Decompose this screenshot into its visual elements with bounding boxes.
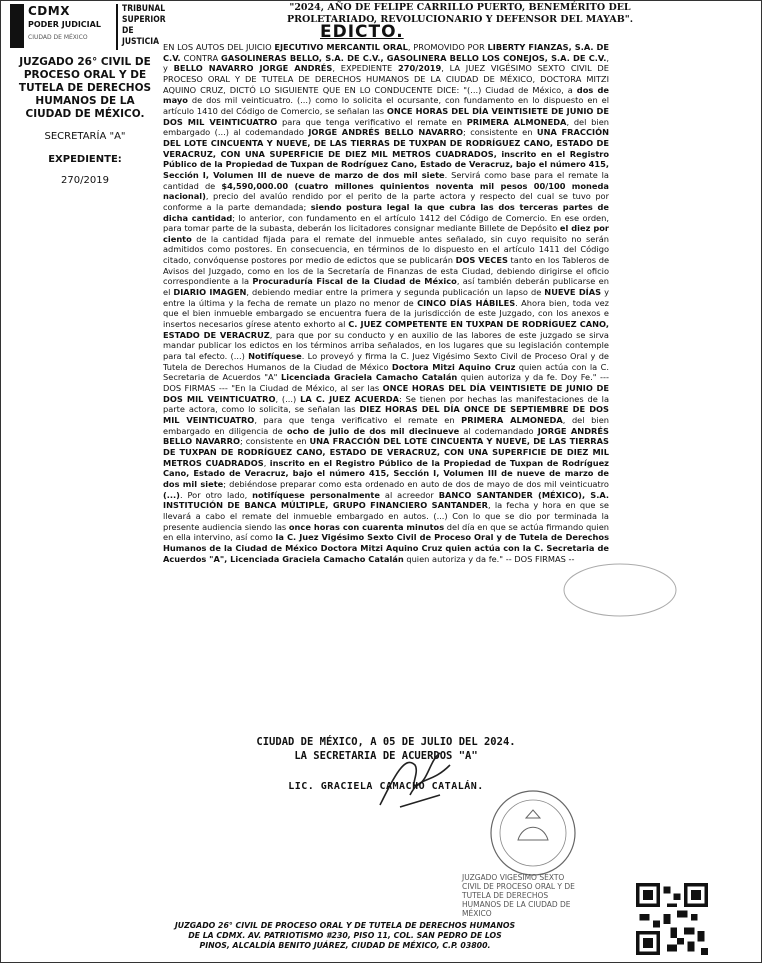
bold-text-run: JORGE ANDRÉS BELLO NAVARRO — [163, 425, 609, 447]
bold-text-run: BANCO SANTANDER (MÉXICO), S.A. INSTITUCIÓN DE BANCA MÚLTIPLE, GRUPO FINANCIERO SANTANDER — [163, 489, 609, 511]
bold-text-run: ocho de julio de dos mil diecinueve — [286, 425, 460, 436]
text-run: , debiendo mediar entre la primera y segunda publicación un lapso de — [246, 287, 545, 298]
text-run: , (...) — [275, 393, 301, 404]
logo-subtitle: PODER JUDICIAL — [28, 20, 101, 29]
bold-text-run: ONCE HORAS DEL DÍA VEINTISIETE DE JUNIO DE DOS MIL VEINTICUATRO — [163, 383, 609, 404]
bold-text-run: UNA FRACCIÓN DEL LOTE CINCUENTA Y NUEVE, DE LAS TIERRAS DE TUXPAN DE RODRÍGUEZ CANO, ESTADO DE VERACRUZ, CON UNA SUPERFICIE DE DIEZ MIL METROS CUADRADOS, inscrito en el Registro Público de la Propiedad de Tuxpan de Rodríguez Cano, Estado de Veracruz, bajo el número 415, Sección I, Volumen III de nueve de marzo de dos mil siete — [163, 127, 609, 180]
footer-address — [120, 921, 570, 951]
bold-text-run: siendo postura legal la que cubra las dos terceras partes de dicha cantidad — [163, 201, 609, 223]
document-title: EDICTO. — [320, 22, 404, 42]
text-run: ; consistente en — [463, 127, 537, 138]
text-run: , EXPEDIENTE — [332, 63, 398, 74]
text-run: para que tenga verificativo el remate en — [277, 116, 467, 127]
bold-text-run: 270/2019 — [398, 63, 442, 74]
bold-text-run: $4,590,000.00 (cuatro millones quinientos noventa mil pesos 00/100 moneda nacional) — [163, 180, 609, 202]
footer-line-2: DE LA CDMX. AV. PATRIOTISMO #230, PISO 11, COL. SAN PEDRO DE LOS — [188, 931, 502, 940]
seal-text: JUZGADO VIGESIMO SEXTO CIVIL DE PROCESO ORAL Y DE TUTELA DE DERECHOS HUMANOS DE LA CIUDAD DE MÉXICO — [462, 873, 575, 918]
bold-text-run: PRIMERA ALMONEDA — [466, 116, 567, 127]
bold-text-run: Notifíquese — [248, 351, 302, 362]
bold-text-run: la C. Juez Vigésimo Sexto Civil de Proceso Oral y de Tutela de Derechos Humanos de la Ciudad de México Doctora Mitzi Aquino Cruz quien actúa con la C. Secretaria de Acuerdos "A", Licenciada Graciela Camacho Catalán — [163, 532, 610, 564]
text-run: quien autoriza y da fe. Doy Fe." --- DOS FIRMAS --- "En la Ciudad de México, al ser las — [163, 372, 609, 393]
bold-text-run: once horas con cuarenta minutos — [288, 521, 445, 532]
bold-text-run: BELLO NAVARRO JORGE ANDRÉS — [173, 63, 333, 74]
handwritten-signature — [370, 745, 460, 815]
bold-text-run: NUEVE DÍAS — [544, 287, 602, 298]
expediente-number: 270/2019 — [61, 175, 109, 186]
bold-text-run: PRIMERA ALMONEDA — [461, 414, 563, 425]
bold-text-run: DIARIO IMAGEN — [173, 287, 247, 298]
faded-stamp — [560, 560, 680, 620]
closing-date: CIUDAD DE MÉXICO, A 05 DE JULIO DEL 2024. — [256, 736, 516, 748]
bold-text-run: el diez por ciento — [163, 223, 609, 244]
text-run: . Servirá como base para el remate la cantidad de — [163, 169, 609, 191]
bold-text-run: Licenciada Graciela Camacho Catalán — [281, 372, 458, 383]
text-run: quien autoriza y da fe." -- DOS FIRMAS -- — [403, 553, 575, 564]
text-run: , y — [163, 52, 609, 74]
text-run: CONTRA — [180, 52, 222, 63]
text-run: de dos mil veinticuatro. (...) como lo solicita el ocursante, con fundamento en lo dispuesto en el artículo 1410 del Código de Comercio, se señalan las — [163, 95, 609, 116]
text-run: , así también deberán publicarse en el — [163, 276, 609, 298]
bold-text-run: DOS VECES — [455, 255, 508, 266]
text-run: , para que tenga verificativo el remate en — [254, 414, 462, 425]
text-run: ; consistente en — [240, 436, 310, 447]
logo-mark — [10, 4, 24, 48]
text-run: , del bien embargado (...) al codemandado — [163, 116, 610, 138]
text-run: . Ahora bien, toda vez que el bien inmueble embargado se encuentra fuera de la jurisdicción de este Juzgado, con los anexos e insertos necesarios gírese atento exhorto al — [163, 297, 609, 330]
edict-body-text — [163, 42, 609, 564]
bold-text-run: ONCE HORAS DEL DÍA VEINTISIETE DE JUNIO DE DOS MIL VEINTICUATRO — [163, 105, 609, 127]
bold-text-run: dos de mayo — [163, 84, 610, 106]
case-info-column — [14, 56, 156, 186]
bold-text-run: JORGE ANDRÉS BELLO NAVARRO — [308, 127, 464, 138]
text-run: del día en que se actúa firmando quien en ella intervino, así como — [163, 521, 610, 543]
logo-code: CDMX — [28, 4, 70, 18]
footer-line-1: JUZGADO 26° CIVIL DE PROCESO ORAL Y DE TUTELA DE DERECHOS HUMANOS — [174, 921, 516, 930]
tribunal-name: TRIBUNAL SUPERIOR DE JUSTICIA — [122, 4, 166, 47]
text-run: de la cantidad fijada para el remate del inmueble antes señalado, sin cuyo requisito no serán admitidos como postores. En consecuencia, en términos de lo dispuesto en el artículo 1411 del Código citado, convóquense postores por medio de edictos que se publicarán — [163, 233, 609, 266]
bold-text-run: GASOLINERAS BELLO, S.A. DE C.V., GASOLINERA BELLO LOS CONEJOS, S.A. DE C.V. — [221, 52, 607, 63]
bold-text-run: DIEZ HORAS DEL DÍA ONCE DE SEPTIEMBRE DE DOS MIL VEINTICUATRO — [163, 404, 609, 425]
footer-line-3: PINOS, ALCALDÍA BENITO JUÁREZ, CIUDAD DE MÉXICO, C.P. 03800. — [199, 941, 491, 950]
bold-text-run: LA C. JUEZ ACUERDA — [300, 393, 399, 404]
expediente-label: EXPEDIENTE: — [48, 154, 122, 165]
text-run: . Lo proveyó y firma la C. Juez Vigésimo Sexto Civil de Proceso Oral y de Tutela de Derechos Humanos de la Ciudad de México — [163, 351, 610, 372]
closing-office: LA SECRETARIA DE ACUERDOS "A" — [294, 750, 478, 762]
bold-text-run: Doctora Mitzi Aquino Cruz — [391, 361, 516, 372]
text-run: , para que por su conducto y en auxilio de las labores de este juzgado se sirva mandar publicar los edictos en los términos arriba señalados, en los lugares que su legislación contemple para tal efecto. (...) — [163, 329, 609, 362]
text-run: quien actúa con la C. Secretaria de Acuerdos "A" — [163, 361, 609, 383]
logo-city: CIUDAD DE MÉXICO — [28, 34, 88, 41]
secretaria: SECRETARÍA "A" — [44, 131, 126, 142]
motto-line-2: PROLETARIADO, REVOLUCIONARIO Y DEFENSOR DEL MAYAB". — [286, 14, 634, 25]
court-name: JUZGADO 26° CIVIL DE PROCESO ORAL Y DE TUTELA DE DERECHOS HUMANOS DE LA CIUDAD DE MÉXICO. — [18, 56, 152, 120]
text-run: , la fecha y hora en que se llevará a cabo el remate del inmueble embargado en autos. (...) Con lo que se dio por terminada la presente audiencia siendo las — [163, 500, 609, 532]
text-run: al acreedor — [379, 489, 439, 500]
bold-text-run: (...) — [163, 489, 180, 500]
logo-divider — [116, 4, 118, 50]
qr-code-icon — [636, 883, 708, 955]
text-run: , precio del avalúo rendido por el perito de la parte actora y respecto del cual se tuvo por conforme a la parte demandada; — [163, 191, 609, 212]
bold-text-run: Procuraduría Fiscal de la Ciudad de México — [252, 276, 457, 287]
bold-text-run: EJECUTIVO MERCANTIL ORAL — [274, 42, 408, 52]
text-run: EN LOS AUTOS DEL JUICIO — [163, 42, 275, 52]
bold-text-run: C. JUEZ COMPETENTE EN TUXPAN DE RODRÍGUEZ CANO, ESTADO DE VERACRUZ — [163, 319, 610, 340]
text-run: , del bien embargado en diligencia de — [163, 414, 609, 436]
cdmx-judicial-logo — [10, 4, 166, 56]
text-run: : Se tienen por hechas las manifestaciones de la parte actora, como lo solicita, se señalan las — [163, 393, 610, 415]
text-run: tanto en los Tableros de Avisos del Juzgado, como en los de la Secretaría de Finanzas de esta Ciudad, debiendo dirigirse el oficio correspondiente a la — [163, 255, 610, 287]
year-motto — [170, 2, 750, 26]
text-run: ; debiéndose preparar como esta ordenado en auto de dos de mayo de dos mil veinticuatro — [223, 478, 609, 489]
bold-text-run: notifíquese personalmente — [252, 489, 380, 500]
signer-name: LIC. GRACIELA CAMACHO CATALÁN. — [288, 781, 484, 792]
text-run: , PROMOVIDO POR — [407, 42, 488, 52]
text-run: y entre la última y la fecha de remate un plazo no menor de — [163, 287, 609, 308]
bold-text-run: UNA FRACCIÓN DEL LOTE CINCUENTA Y NUEVE, DE LAS TIERRAS DE TUXPAN DE RODRÍGUEZ CANO, ESTADO DE VERACRUZ, CON UNA SUPERFICIE DE DIEZ MIL METROS CUADRADOS — [163, 436, 609, 468]
text-run: ; lo anterior, con fundamento en el artículo 1412 del Código de Comercio. En ese orden, para tomar parte de la subasta, deberán los licitadores consignar mediante Billete de Depósito — [163, 212, 609, 234]
text-run: al codemandado — [459, 425, 538, 436]
text-run: . Por otro lado, — [179, 489, 253, 500]
bold-text-run: LIBERTY FIANZAS, S.A. DE C.V. — [163, 42, 609, 63]
motto-line-1: "2024, AÑO DE FELIPE CARRILLO PUERTO, BENEMÉRITO DEL — [289, 2, 631, 13]
text-run: , LA JUEZ VIGÉSIMO SEXTO CIVIL DE PROCESO ORAL Y DE TUTELA DE DERECHOS HUMANOS DE LA CIUDAD DE MÉXICO, DOCTORA MITZI AQUINO CRUZ, DICTÓ LO SIGUIENTE QUE EN LO CONDUCENTE DICE: "(...) Ciudad de México, a — [163, 63, 609, 95]
text-run: , — [263, 457, 270, 468]
bold-text-run: CINCO DÍAS HÁBILES — [417, 297, 516, 308]
bold-text-run: inscrito en el Registro Público de la Propiedad de Tuxpan de Rodríguez Cano, Estado de Veracruz, bajo el número 415, Sección I, Volumen III de nueve de marzo de dos mil siete — [163, 457, 609, 489]
